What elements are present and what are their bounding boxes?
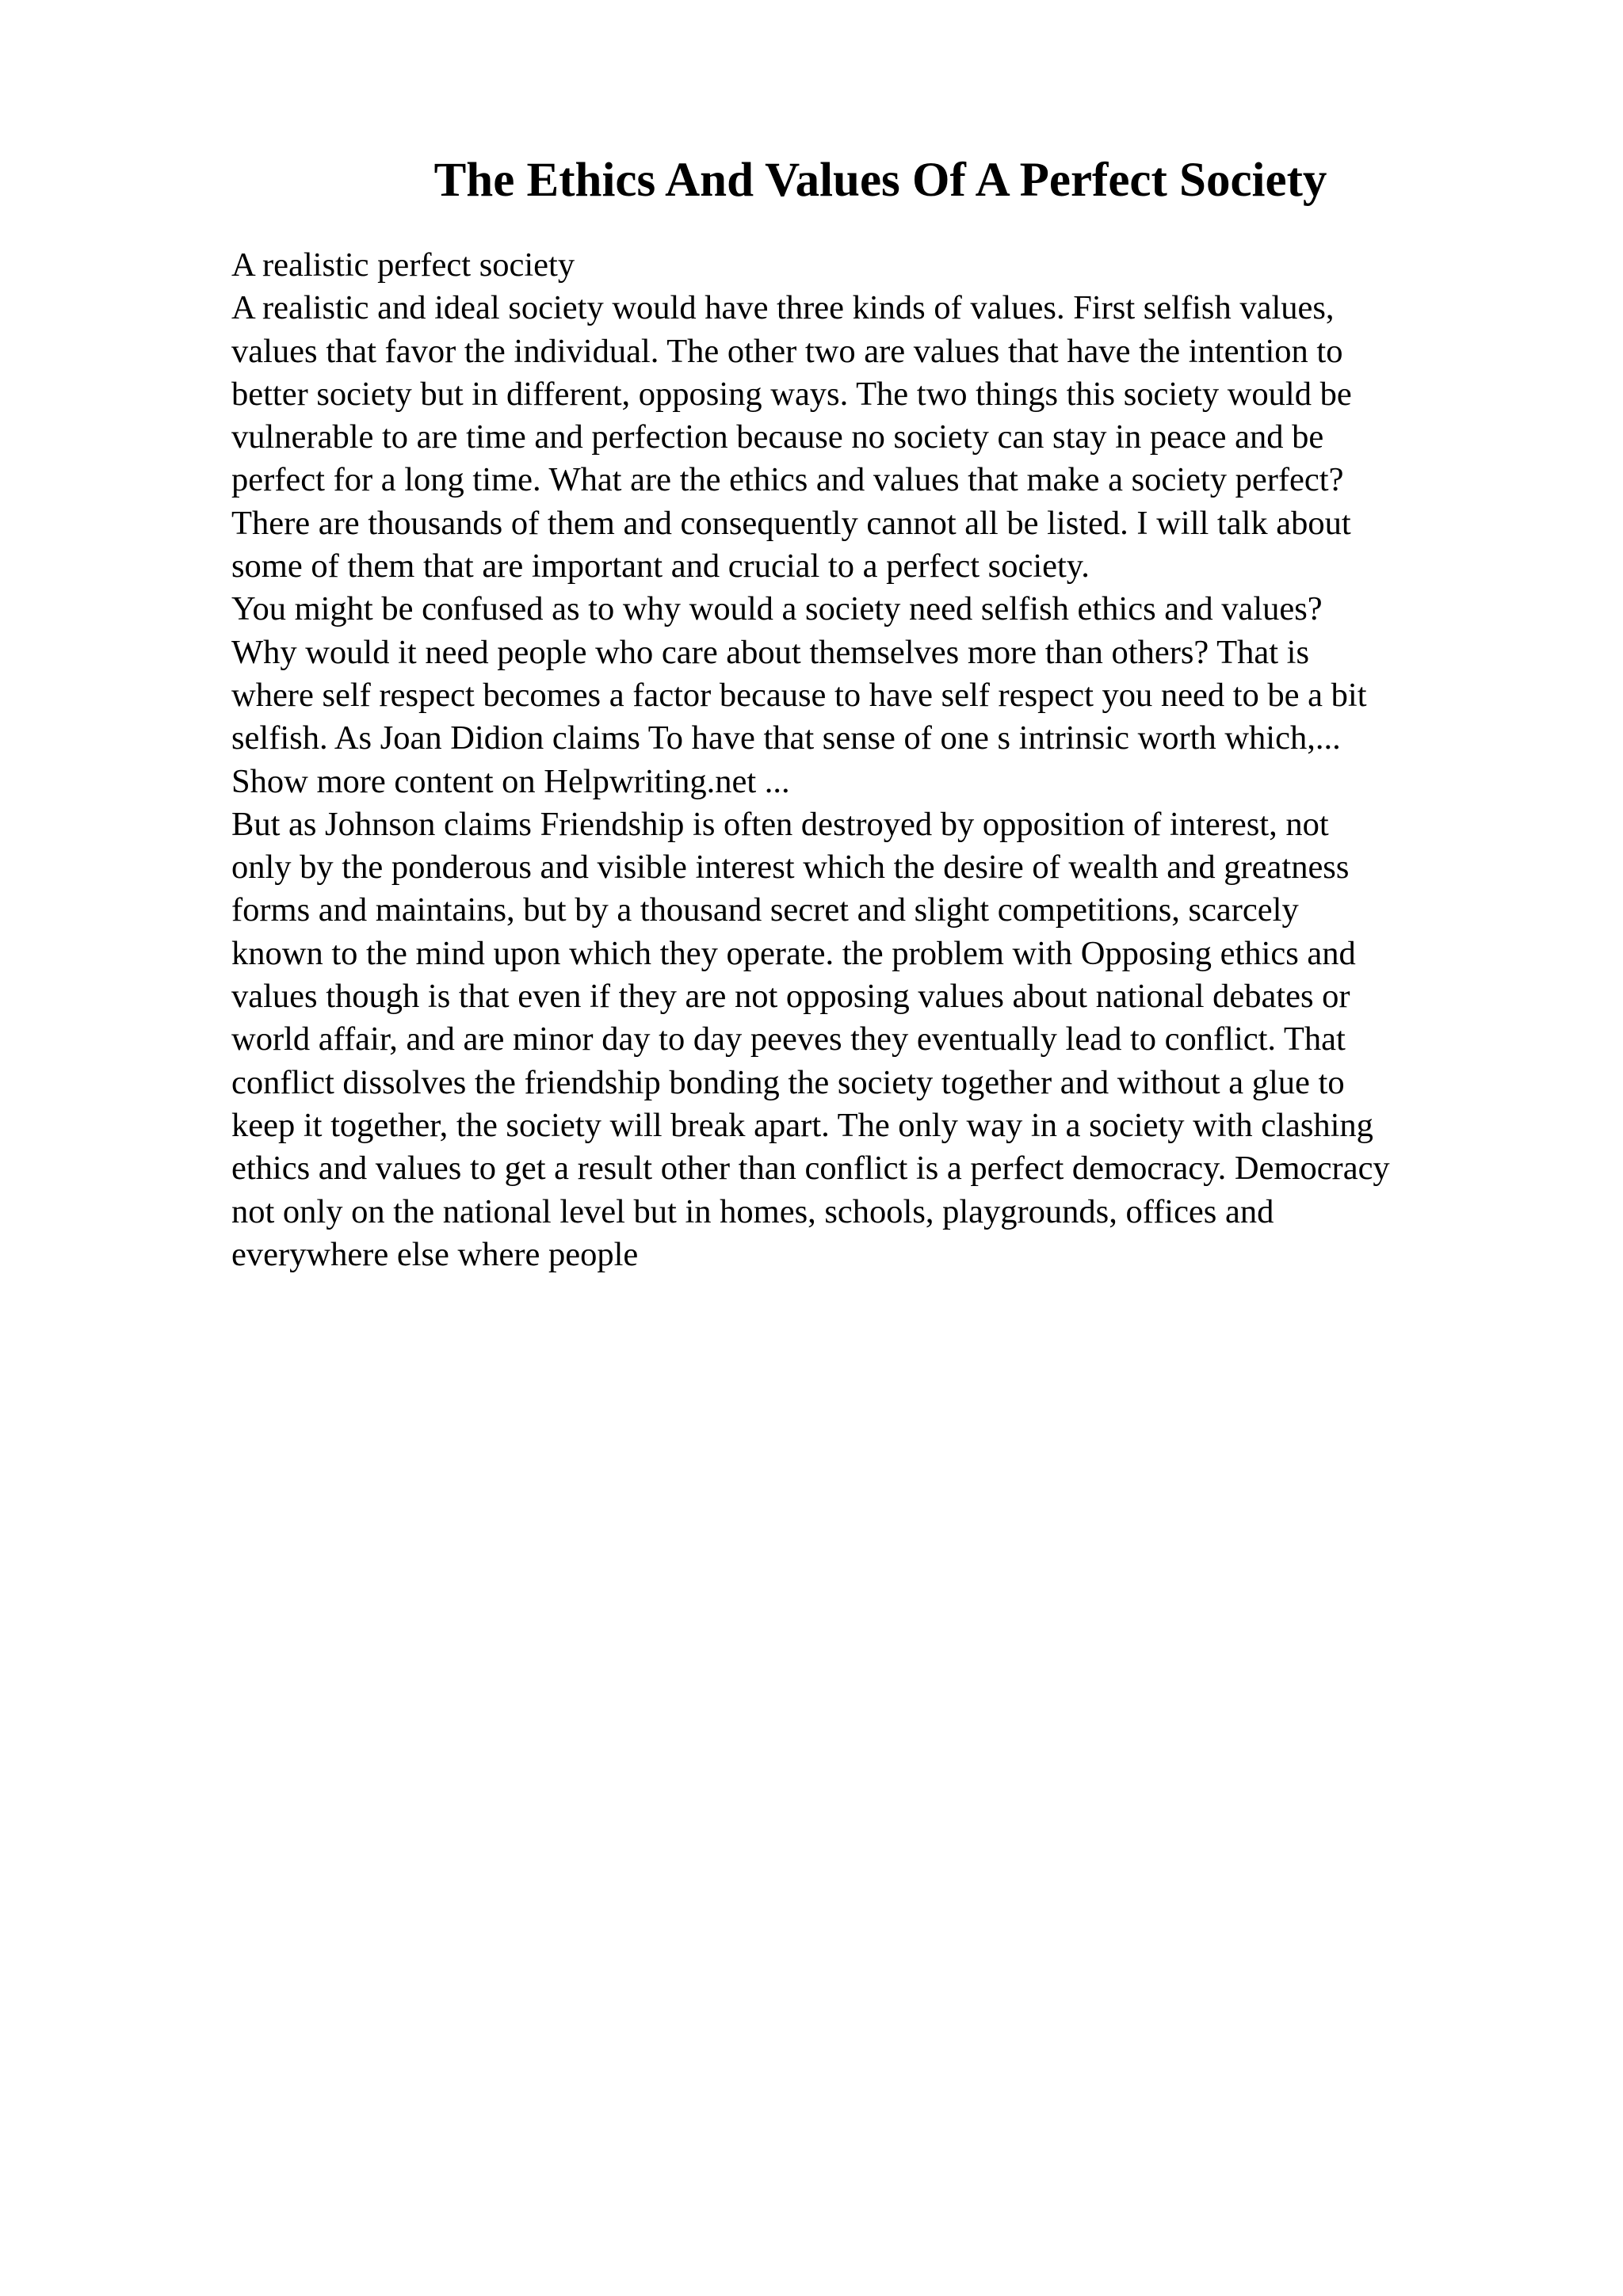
body-line: only by the ponderous and visible interest which the desire of wealth and greatness	[231, 849, 1350, 887]
body-line: everywhere else where people	[231, 1235, 639, 1273]
body-line: keep it together, the society will break apart. The only way in a society with clashing	[231, 1106, 1373, 1144]
body-line: Why would it need people who care about themselves more than others? That is	[231, 633, 1309, 671]
body-line: perfect for a long time. What are the ethics and values that make a society perfect?	[231, 461, 1344, 499]
body-line: where self respect becomes a factor because to have self respect you need to be a bit	[231, 676, 1367, 714]
body-line: values that favor the individual. The other two are values that have the intention to	[231, 332, 1343, 370]
body-line: You might be confused as to why would a society need selfish ethics and values?	[231, 590, 1323, 628]
body-line: forms and maintains, but by a thousand secret and slight competitions, scarcely	[231, 891, 1299, 929]
body-line: A realistic and ideal society would have three kinds of values. First selfish values,	[231, 289, 1335, 327]
body-line: ethics and values to get a result other than conflict is a perfect democracy. Democracy	[231, 1150, 1390, 1188]
body-line: some of them that are important and crucial to a perfect society.	[231, 547, 1090, 585]
body-line: Show more content on Helpwriting.net ...	[231, 762, 790, 800]
body-line: values though is that even if they are not opposing values about national debates or	[231, 978, 1350, 1016]
body-line: vulnerable to are time and perfection because no society can stay in peace and be	[231, 418, 1324, 456]
body-line: not only on the national level but in homes, schools, playgrounds, offices and	[231, 1192, 1274, 1230]
body-line: There are thousands of them and consequently cannot all be listed. I will talk about	[231, 504, 1351, 542]
body-line: known to the mind upon which they operate. the problem with Opposing ethics and	[231, 934, 1356, 972]
body-line: better society but in different, opposing ways. The two things this society would be	[231, 375, 1352, 413]
document-title: The Ethics And Values Of A Perfect Society	[433, 154, 1327, 207]
body-line: But as Johnson claims Friendship is often destroyed by opposition of interest, not	[231, 805, 1329, 843]
document-body	[231, 244, 1547, 1276]
body-line: world affair, and are minor day to day peeves they eventually lead to conflict. That	[231, 1020, 1346, 1058]
body-line: A realistic perfect society	[231, 246, 575, 284]
body-line: selfish. As Joan Didion claims To have that sense of one s intrinsic worth which,...	[231, 719, 1341, 757]
body-line: conflict dissolves the friendship bonding the society together and without a glue to	[231, 1063, 1345, 1101]
